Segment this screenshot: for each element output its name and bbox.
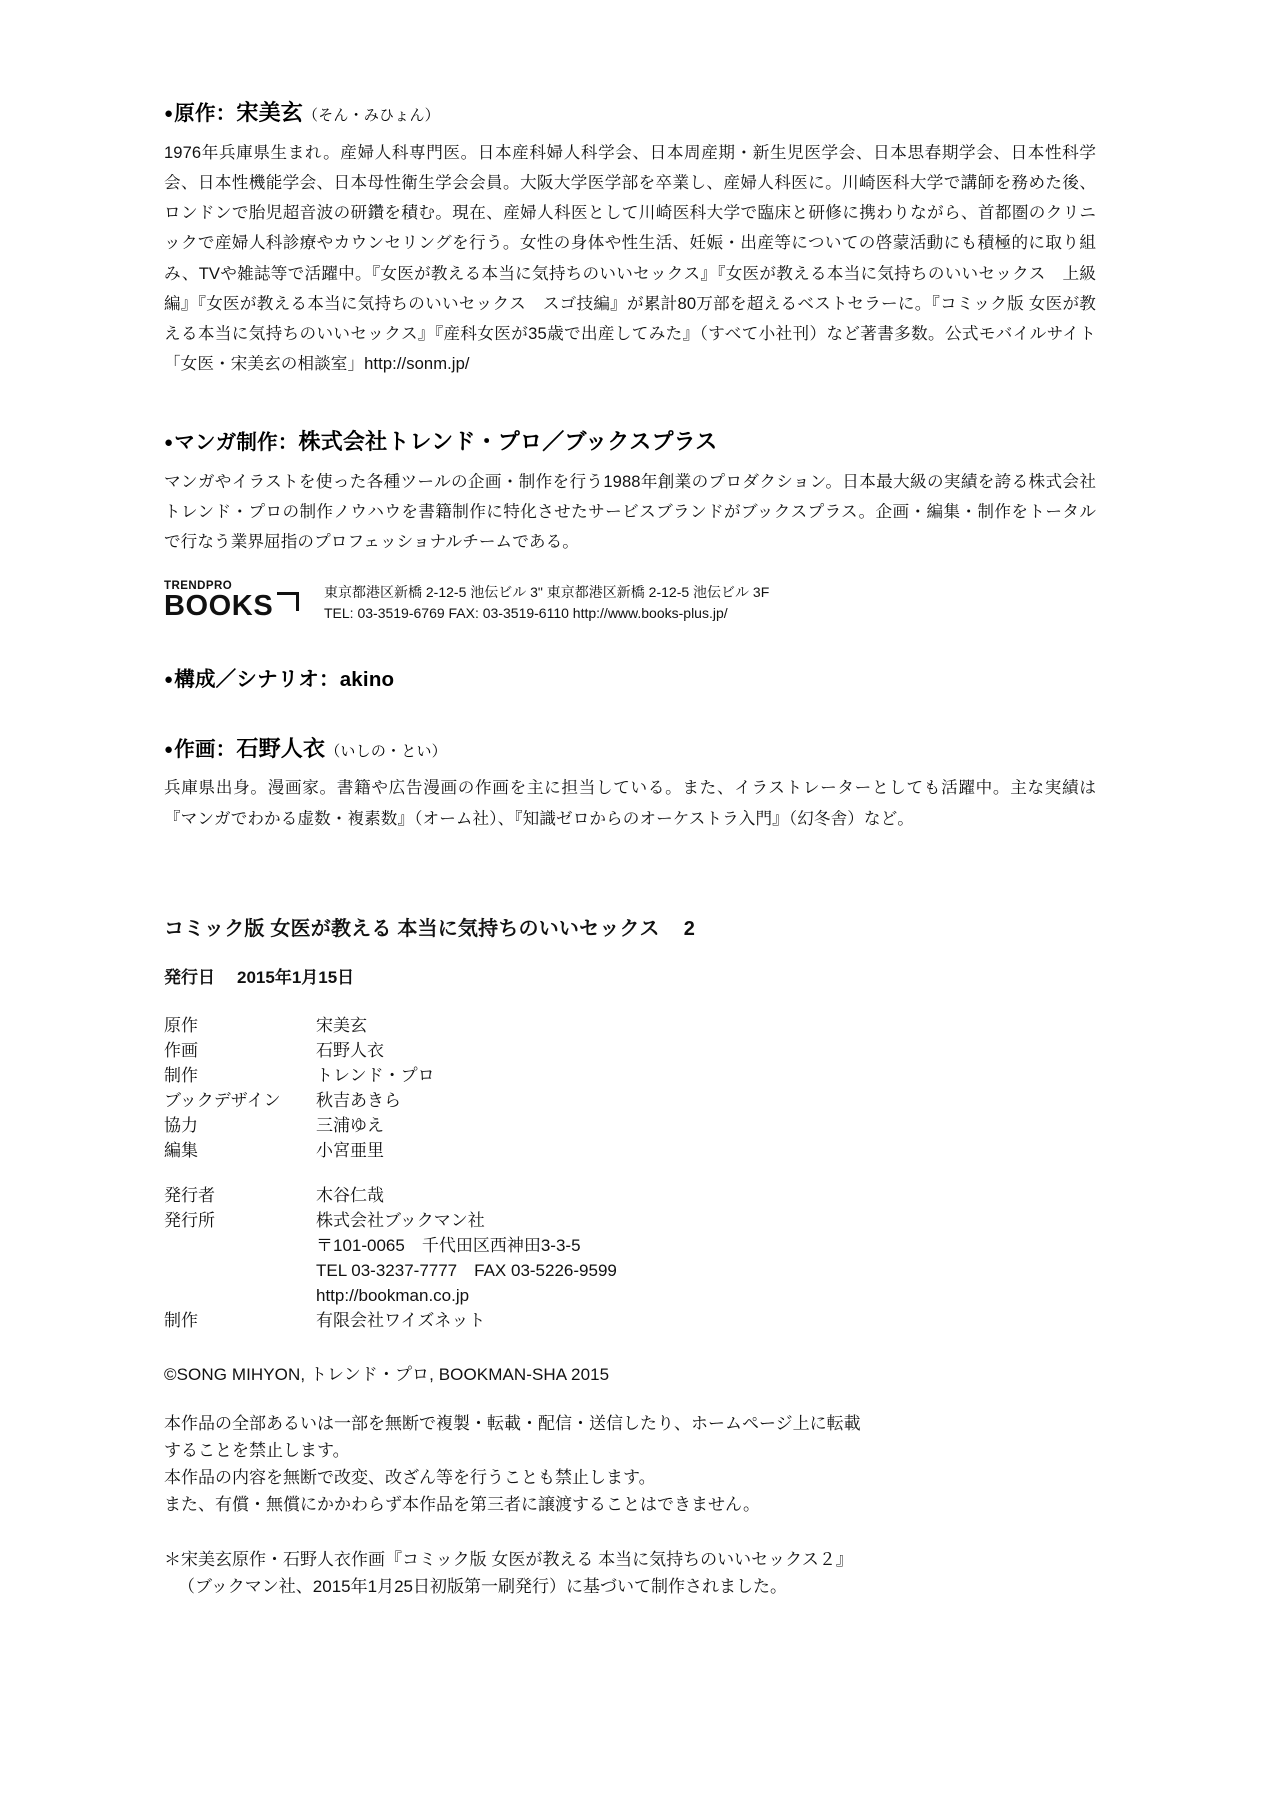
table-row: [164, 1309, 617, 1334]
publication-date-value: 2015年1月15日: [237, 967, 355, 987]
author-heading-kana: （そん・みひょん）: [303, 107, 440, 124]
address-line-2: TEL: 03-3519-6769 FAX: 03-3519-6110 http://www.books-plus.jp/: [324, 605, 728, 622]
author-heading: [164, 96, 1096, 130]
scenario-section: [164, 665, 1096, 696]
manga-production-section: [164, 425, 1096, 625]
illustrator-bio: 兵庫県出身。漫画家。書籍や広告漫画の作画を主に担当している。また、イラストレーターとしても活躍中。主な実績は『マンガでわかる虚数・複素数』（オーム社）、『知識ゼロからのオーケストラ入門』（幻冬舎）など。: [164, 778, 1096, 828]
table-row: [164, 1089, 617, 1114]
author-bio: 1976年兵庫県生まれ。産婦人科専門医。日本産科婦人科学会、日本周産期・新生児医学会、日本思春期学会、日本性科学会、日本性機能学会、日本母性衛生学会会員。大阪大学医学部を卒業し、産婦人科医に。川崎医科大学で講師を務めた後、ロンドンで胎児超音波の研鑽を積む。現在、産婦人科医として川崎医科大学で臨床と研修に携わりながら、首都圏のクリニックで産婦人科診療やカウンセリングを行う。女性の身体や性生活、妊娠・出産等についての啓蒙活動にも積極的に取り組み、TVや雑誌等で活躍中。『女医が教える本当に気持ちのいいセックス』『女医が教える本当に気持ちのいいセックス 上級編』『女医が教える本当に気持ちのいいセックス スゴ技編』が累計80万部を超えるベストセラーに。『コミック版 女医が教える本当に気持ちのいいセックス』『産科女医が35歳で出産してみた』（すべて小社刊）など著書多数。公式モバイルサイト「女医・宋美玄の相談室」http://sonm.jp/: [164, 142, 1096, 374]
publisher-role: 発行所: [164, 1210, 215, 1230]
publisher-role: [164, 1234, 316, 1259]
author-heading-name: 宋美玄: [236, 100, 304, 125]
scenario-heading-text: 構成／シナリオ：akino: [174, 667, 395, 691]
page-content: [164, 96, 1096, 1600]
credit-name: 三浦ゆえ: [316, 1116, 384, 1136]
credit-role: 編集: [164, 1141, 198, 1161]
credit-name: 小宮亜里: [316, 1141, 384, 1161]
notice-line: することを禁止します。: [164, 1441, 350, 1461]
publisher-address-line: 〒101-0065 千代田区西神田3-3-5: [316, 1235, 581, 1255]
notice-line: 本作品の全部あるいは一部を無断で複製・転載・配信・送信したり、ホームページ上に転載: [164, 1414, 861, 1434]
publication-date: [164, 963, 1096, 988]
manga-heading-label: マンガ制作：: [174, 431, 299, 455]
bullet-icon: ●: [164, 434, 174, 452]
publisher-name: 有限会社ワイズネット: [316, 1311, 486, 1331]
colophon-title-text: コミック版 女医が教える 本当に気持ちのいいセックス: [164, 917, 660, 940]
table-row: [164, 1284, 617, 1309]
publisher-url[interactable]: http://bookman.co.jp: [316, 1286, 470, 1306]
illustrator-section: [164, 732, 1096, 834]
publisher-role: 発行者: [164, 1185, 215, 1205]
source-note: [164, 1547, 1096, 1601]
illustrator-heading-label: 作画：: [174, 737, 237, 761]
publisher-address: [324, 578, 769, 625]
scenario-heading: [164, 665, 1096, 696]
credit-name: 宋美玄: [316, 1015, 367, 1035]
bullet-icon: ●: [164, 740, 174, 758]
credit-name: トレンド・プロ: [316, 1066, 435, 1086]
credit-role: ブックデザイン: [164, 1091, 281, 1111]
corner-mark-icon: [277, 592, 299, 612]
credit-role: 協力: [164, 1116, 198, 1136]
bullet-icon: ●: [164, 105, 174, 122]
trendpro-books-logo-row: [164, 578, 1096, 625]
source-line-2: （ブックマン社、2015年1月25日初版第一刷発行）に基づいて制作されました。: [178, 1576, 787, 1596]
table-row: [164, 1184, 617, 1209]
trendpro-books-logo: [164, 578, 324, 622]
credits-table: [164, 1014, 617, 1335]
publisher-phone-line: TEL 03-3237-7777 FAX 03-5226-9599: [316, 1260, 617, 1280]
illustrator-heading-name: 石野人衣: [236, 735, 326, 761]
copyright-line: ©SONG MIHYON, トレンド・プロ, BOOKMAN-SHA 2015: [164, 1365, 610, 1385]
publication-date-label: 発行日: [164, 967, 215, 987]
credit-role: 制作: [164, 1066, 198, 1086]
author-heading-label: 原作：: [174, 102, 237, 125]
table-row: [164, 1114, 617, 1139]
table-row: [164, 1039, 617, 1064]
manga-description: マンガやイラストを使った各種ツールの企画・制作を行う1988年創業のプロダクション。日本最大級の実績を誇る株式会社トレンド・プロの制作ノウハウを書籍制作に特化させたサービスブランドがブックスプラス。企画・編集・制作をトータルで行なう業界屈指のプロフェッショナルチームである。: [164, 472, 1096, 552]
table-row: [164, 1234, 617, 1259]
credit-role: 原作: [164, 1015, 198, 1035]
table-row: [164, 1259, 617, 1284]
notice-line: また、有償・無償にかかわらず本作品を第三者に譲渡することはできません。: [164, 1494, 761, 1514]
usage-notice: [164, 1411, 1096, 1518]
publisher-name: 木谷仁哉: [316, 1185, 384, 1205]
trendpro-logo-text: TRENDPRO: [164, 579, 233, 592]
manga-heading-name: 株式会社トレンド・プロ／ブックスプラス: [298, 429, 718, 455]
source-line-1: ＊宋美玄原作・石野人衣作画『コミック版 女医が教える 本当に気持ちのいいセックス２』: [164, 1549, 853, 1569]
credit-name: 秋吉あきら: [316, 1091, 401, 1111]
author-section: [164, 96, 1096, 379]
illustrator-heading-kana: （いしの・とい）: [325, 742, 447, 760]
colophon: [164, 912, 1096, 1601]
address-line-1: 東京都港区新橋 2-12-5 池伝ビル 3" 東京都港区新橋 2-12-5 池伝ビル 3F: [324, 583, 770, 600]
table-row: [164, 1139, 617, 1164]
credit-name: 石野人衣: [316, 1040, 384, 1060]
colophon-volume: 2: [683, 917, 696, 940]
books-logo-text: BOOKS: [164, 590, 274, 623]
credit-role: 作画: [164, 1040, 198, 1060]
manga-heading: [164, 425, 1096, 459]
illustrator-heading: [164, 732, 1096, 766]
table-row: [164, 1209, 617, 1234]
publisher-role: [164, 1284, 316, 1309]
publisher-role: [164, 1259, 316, 1284]
colophon-title: [164, 912, 1096, 941]
notice-line: 本作品の内容を無断で改変、改ざん等を行うことも禁止します。: [164, 1468, 656, 1488]
bullet-icon: ●: [164, 670, 174, 688]
publisher-name: 株式会社ブックマン社: [316, 1210, 485, 1230]
publisher-role: 制作: [164, 1311, 198, 1331]
table-row: [164, 1064, 617, 1089]
table-row: [164, 1014, 617, 1039]
spacer-row: [164, 1165, 617, 1184]
